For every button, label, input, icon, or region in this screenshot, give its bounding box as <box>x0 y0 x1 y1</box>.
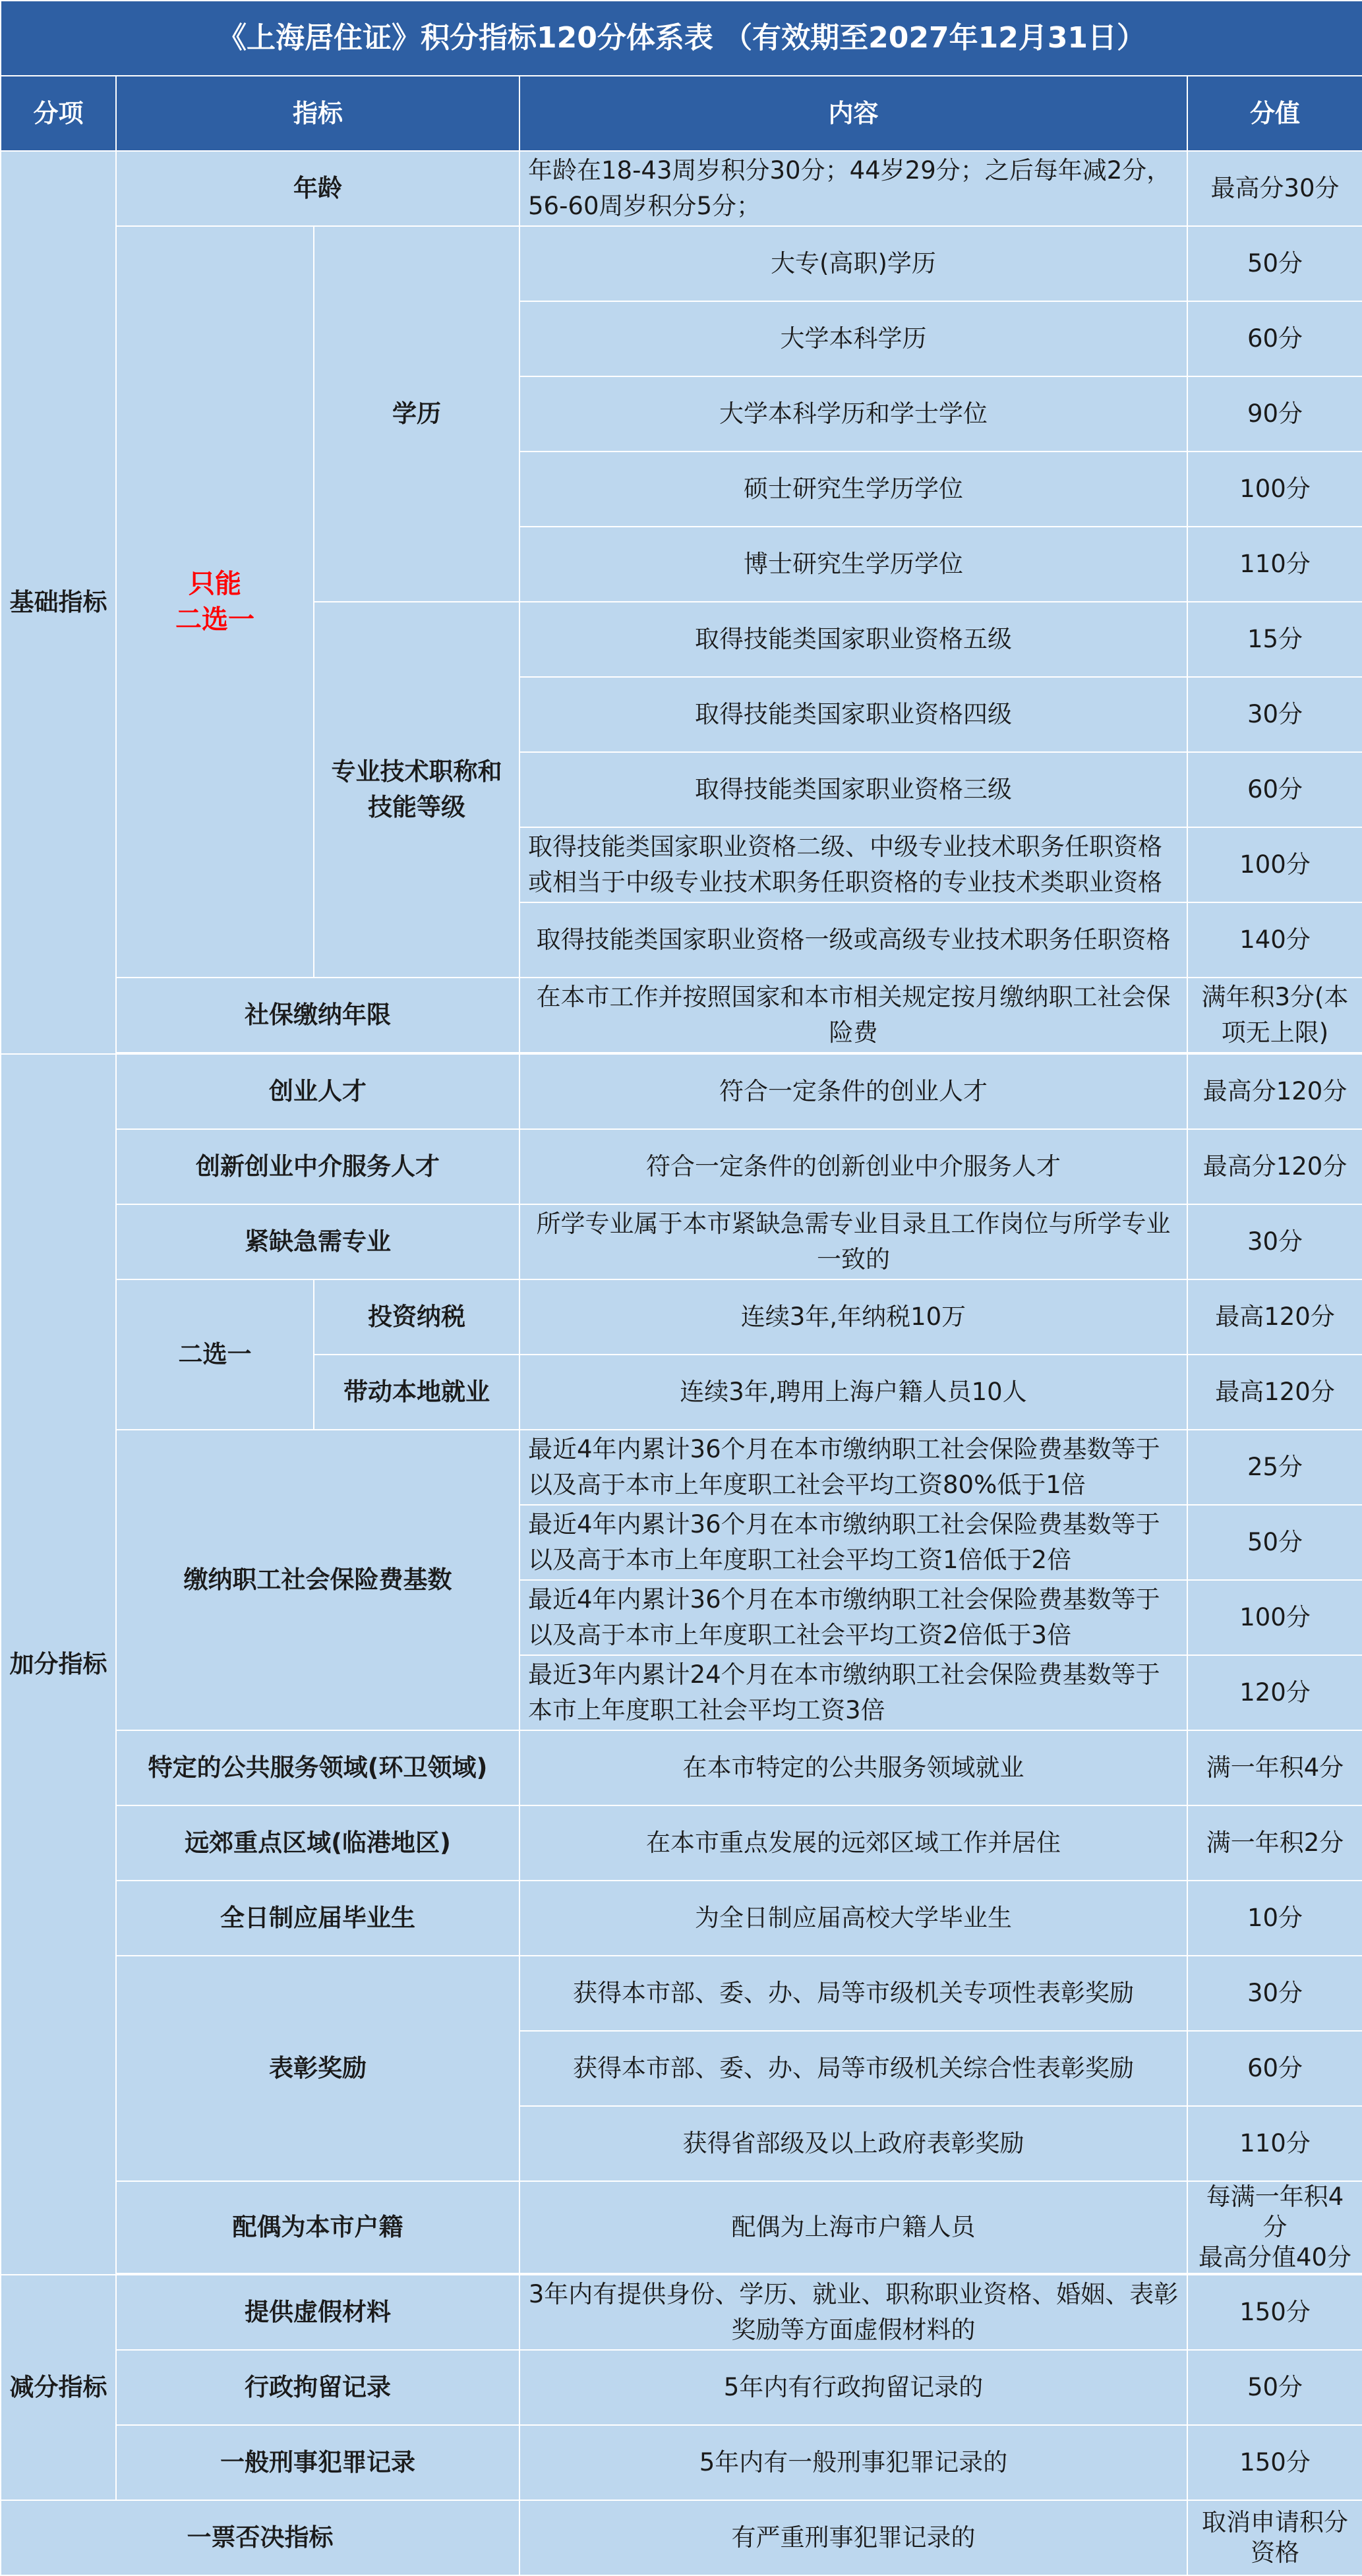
indicator-name: 创业人才 <box>116 1054 519 1129</box>
indicator-score: 140分 <box>1187 902 1362 978</box>
indicator-score: 60分 <box>1187 2031 1362 2106</box>
indicator-score: 150分 <box>1187 2425 1362 2500</box>
indicator-content: 5年内有行政拘留记录的 <box>519 2350 1187 2425</box>
table-row <box>1 2275 1362 2350</box>
indicator-name: 提供虚假材料 <box>116 2275 519 2350</box>
table-row <box>1 2350 1362 2425</box>
table-row <box>1 1881 1362 1956</box>
indicator-name: 投资纳税 <box>314 1279 519 1355</box>
header-indicator: 指标 <box>116 76 519 151</box>
category-basic: 基础指标 <box>1 151 116 1054</box>
indicator-score: 最高分120分 <box>1187 1054 1362 1129</box>
indicator-content: 符合一定条件的创业人才 <box>519 1054 1187 1129</box>
indicator-content: 大学本科学历 <box>519 301 1187 376</box>
header-content: 内容 <box>519 76 1187 151</box>
indicator-score: 60分 <box>1187 301 1362 376</box>
indicator-content: 5年内有一般刑事犯罪记录的 <box>519 2425 1187 2500</box>
indicator-score: 150分 <box>1187 2275 1362 2350</box>
indicator-score: 30分 <box>1187 1956 1362 2031</box>
indicator-content: 最近3年内累计24个月在本市缴纳职工社会保险费基数等于本市上年度职工社会平均工资3倍 <box>519 1655 1187 1730</box>
indicator-content: 大专(高职)学历 <box>519 226 1187 301</box>
table-row <box>1 978 1362 1053</box>
choose-one-bonus: 二选一 <box>116 1279 314 1430</box>
indicator-score: 100分 <box>1187 452 1362 527</box>
table-row <box>1 2500 1362 2575</box>
indicator-content: 取得技能类国家职业资格三级 <box>519 752 1187 827</box>
indicator-name: 配偶为本市户籍 <box>116 2181 519 2273</box>
table-row <box>1 1430 1362 1505</box>
indicator-score: 50分 <box>1187 2350 1362 2425</box>
indicator-name: 全日制应届毕业生 <box>116 1881 519 1956</box>
table-row <box>1 226 1362 301</box>
indicator-score: 最高分30分 <box>1187 151 1362 226</box>
indicator-content: 获得本市部、委、办、局等市级机关综合性表彰奖励 <box>519 2031 1187 2106</box>
indicator-content: 连续3年,年纳税10万 <box>519 1279 1187 1355</box>
table-row <box>1 1956 1362 2031</box>
indicator-score: 30分 <box>1187 1204 1362 1279</box>
indicator-content: 最近4年内累计36个月在本市缴纳职工社会保险费基数等于以及高于本市上年度职工社会平均工资2倍低于3倍 <box>519 1580 1187 1655</box>
indicator-content: 3年内有提供身份、学历、就业、职称职业资格、婚姻、表彰奖励等方面虚假材料的 <box>519 2275 1187 2350</box>
indicator-content: 硕士研究生学历学位 <box>519 452 1187 527</box>
insurance-indicator: 缴纳职工社会保险费基数 <box>116 1430 519 1730</box>
table-row <box>1 1279 1362 1355</box>
header-row <box>1 76 1362 151</box>
indicator-score: 满一年积2分 <box>1187 1805 1362 1881</box>
table-title: 《上海居住证》积分指标120分体系表 （有效期至2027年12月31日） <box>1 1 1362 76</box>
table-row <box>1 1204 1362 1279</box>
indicator-content: 大学本科学历和学士学位 <box>519 376 1187 452</box>
choose-one-note: 只能 二选一 <box>116 226 314 978</box>
indicator-content: 取得技能类国家职业资格四级 <box>519 677 1187 752</box>
table-row <box>1 2425 1362 2500</box>
indicator-content: 最近4年内累计36个月在本市缴纳职工社会保险费基数等于以及高于本市上年度职工社会平均工资1倍低于2倍 <box>519 1505 1187 1580</box>
indicator-name: 带动本地就业 <box>314 1355 519 1430</box>
skills-indicator: 专业技术职称和技能等级 <box>314 602 519 978</box>
indicator-content: 获得本市部、委、办、局等市级机关专项性表彰奖励 <box>519 1956 1187 2031</box>
indicator-score: 最高分120分 <box>1187 1129 1362 1204</box>
indicator-content: 在本市特定的公共服务领域就业 <box>519 1730 1187 1805</box>
indicator-content: 有严重刑事犯罪记录的 <box>519 2500 1187 2575</box>
indicator-content: 在本市工作并按照国家和本市相关规定按月缴纳职工社会保险费 <box>519 978 1187 1053</box>
indicator-score: 100分 <box>1187 827 1362 902</box>
table-row <box>1 151 1362 226</box>
indicator-score: 30分 <box>1187 677 1362 752</box>
indicator-content: 符合一定条件的创新创业中介服务人才 <box>519 1129 1187 1204</box>
indicator-score: 50分 <box>1187 226 1362 301</box>
indicator-content: 连续3年,聘用上海户籍人员10人 <box>519 1355 1187 1430</box>
indicator-score: 每满一年积4分 最高分值40分 <box>1187 2181 1362 2273</box>
indicator-score: 25分 <box>1187 1430 1362 1505</box>
table-row <box>1 2181 1362 2273</box>
header-category: 分项 <box>1 76 116 151</box>
table-row <box>1 1129 1362 1204</box>
awards-indicator: 表彰奖励 <box>116 1956 519 2181</box>
veto-indicator: 一票否决指标 <box>1 2500 519 2575</box>
table-row <box>1 1730 1362 1805</box>
indicator-content: 所学专业属于本市紧缺急需专业目录且工作岗位与所学专业一致的 <box>519 1204 1187 1279</box>
indicator-content: 取得技能类国家职业资格五级 <box>519 602 1187 677</box>
indicator-name: 创新创业中介服务人才 <box>116 1129 519 1204</box>
header-score: 分值 <box>1187 76 1362 151</box>
indicator-name: 年龄 <box>116 151 519 226</box>
indicator-content: 取得技能类国家职业资格一级或高级专业技术职务任职资格 <box>519 902 1187 978</box>
indicator-content: 博士研究生学历学位 <box>519 527 1187 602</box>
indicator-name: 社保缴纳年限 <box>116 978 519 1053</box>
table-row <box>1 1805 1362 1881</box>
indicator-score: 10分 <box>1187 1881 1362 1956</box>
indicator-score: 60分 <box>1187 752 1362 827</box>
indicator-score: 最高120分 <box>1187 1279 1362 1355</box>
indicator-score: 取消申请积分资格 <box>1187 2500 1362 2575</box>
indicator-content: 最近4年内累计36个月在本市缴纳职工社会保险费基数等于以及高于本市上年度职工社会平均工资80%低于1倍 <box>519 1430 1187 1505</box>
education-indicator: 学历 <box>314 226 519 602</box>
indicator-score: 最高120分 <box>1187 1355 1362 1430</box>
indicator-score: 110分 <box>1187 527 1362 602</box>
category-bonus: 加分指标 <box>1 1054 116 2275</box>
indicator-name: 特定的公共服务领域(环卫领域) <box>116 1730 519 1805</box>
indicator-score: 15分 <box>1187 602 1362 677</box>
indicator-score: 110分 <box>1187 2106 1362 2181</box>
indicator-content: 取得技能类国家职业资格二级、中级专业技术职务任职资格或相当于中级专业技术职务任职资格的专业技术类职业资格 <box>519 827 1187 902</box>
indicator-score: 120分 <box>1187 1655 1362 1730</box>
indicator-name: 行政拘留记录 <box>116 2350 519 2425</box>
indicator-content: 配偶为上海市户籍人员 <box>519 2181 1187 2273</box>
indicator-name: 一般刑事犯罪记录 <box>116 2425 519 2500</box>
indicator-name: 紧缺急需专业 <box>116 1204 519 1279</box>
indicator-content: 为全日制应届高校大学毕业生 <box>519 1881 1187 1956</box>
indicator-score: 100分 <box>1187 1580 1362 1655</box>
indicator-score: 50分 <box>1187 1505 1362 1580</box>
indicator-name: 远郊重点区域(临港地区) <box>116 1805 519 1881</box>
indicator-score: 满一年积4分 <box>1187 1730 1362 1805</box>
indicator-content: 在本市重点发展的远郊区域工作并居住 <box>519 1805 1187 1881</box>
indicator-score: 满年积3分(本项无上限) <box>1187 978 1362 1053</box>
category-deduct: 减分指标 <box>1 2275 116 2500</box>
indicator-content: 获得省部级及以上政府表彰奖励 <box>519 2106 1187 2181</box>
indicator-score: 90分 <box>1187 376 1362 452</box>
table-row <box>1 1054 1362 1129</box>
indicator-content: 年龄在18-43周岁积分30分；44岁29分；之后每年减2分，56-60周岁积分5分； <box>519 151 1187 226</box>
